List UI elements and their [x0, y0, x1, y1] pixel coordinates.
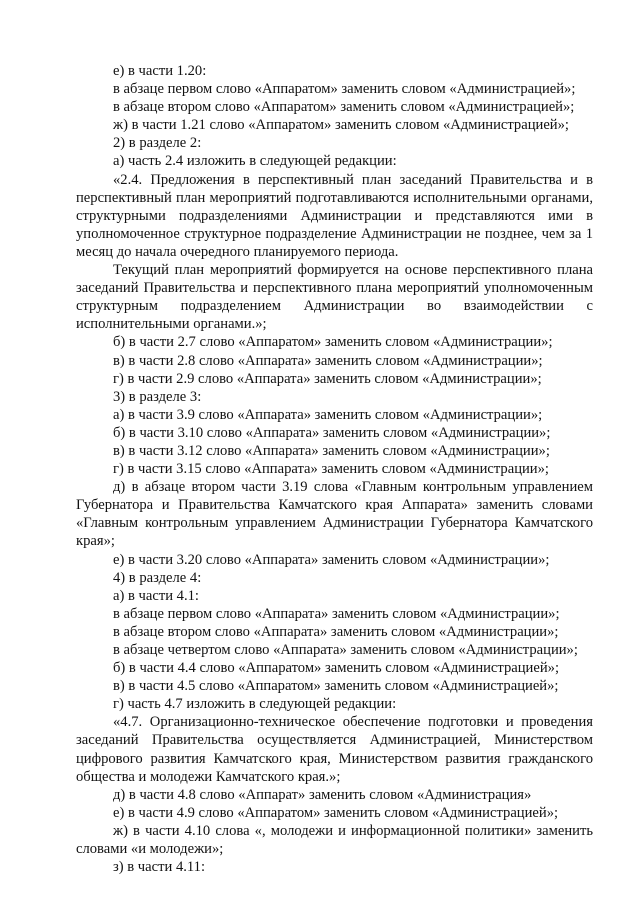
- paragraph-2-7: б) в части 2.7 слово «Аппаратом» заменить словом «Администрации»;: [113, 334, 553, 351]
- paragraph-4-1-first: в абзаце первом слово «Аппарата» заменить словом «Администрации»;: [113, 605, 560, 622]
- paragraph-2-8: в) в части 2.8 слово «Аппарата» заменить словом «Администрации»;: [113, 352, 543, 369]
- paragraph-section-4: 4) в разделе 4:: [113, 569, 202, 586]
- paragraph-4-1-fourth: в абзаце четвертом слово «Аппарата» заменить словом «Администрации»;: [113, 642, 578, 658]
- paragraph-4-1: а) в части 4.1:: [113, 587, 199, 604]
- paragraph-2-9: г) в части 2.9 слово «Аппарата» заменить словом «Администрации»;: [113, 370, 542, 387]
- paragraph-3-10: б) в части 3.10 слово «Аппарата» заменить словом «Администрации»;: [113, 424, 551, 441]
- paragraph-4-8: д) в части 4.8 слово «Аппарат» заменить словом «Администрация»: [113, 786, 532, 803]
- paragraph-section-2: 2) в разделе 2:: [113, 135, 202, 152]
- paragraph-3-20: е) в части 3.20 слово «Аппарата» заменить словом «Администрации»;: [113, 551, 550, 568]
- paragraph-4-11: з) в части 4.11:: [113, 859, 205, 876]
- paragraph-1-20-second: в абзаце втором слово «Аппаратом» заменить словом «Администрацией»;: [113, 99, 575, 116]
- paragraph-4-7-intro: г) часть 4.7 изложить в следующей редакции:: [113, 696, 397, 713]
- paragraph-4-10: ж) в части 4.10 слова «, молодежи и информационной политики» заменить словами «и молодежи»;: [76, 822, 593, 858]
- paragraph-2-4-intro: а) часть 2.4 изложить в следующей редакции:: [113, 153, 397, 170]
- paragraph-1-20: е) в части 1.20:: [113, 63, 207, 79]
- paragraph-4-1-second: в абзаце втором слово «Аппарата» заменить словом «Администрации»;: [113, 623, 559, 640]
- paragraph-4-9: е) в части 4.9 слово «Аппаратом» заменить словом «Администрацией»;: [113, 804, 559, 821]
- paragraph-section-3: 3) в разделе 3:: [113, 388, 202, 405]
- paragraph-4-4: б) в части 4.4 слово «Аппаратом» заменить словом «Администрацией»;: [113, 660, 559, 677]
- paragraph-3-12: в) в части 3.12 слово «Аппарата» заменить словом «Администрации»;: [113, 442, 550, 459]
- paragraph-4-7-text: «4.7. Организационно-техническое обеспечение подготовки и проведения заседаний Правительства осуществляется Администрацией, Министерством цифрового развития Камчатского края, Министерством развития гражданского общества и молодежи Камчатского края.»;: [76, 714, 593, 785]
- paragraph-1-21: ж) в части 1.21 слово «Аппаратом» заменить словом «Администрацией»;: [113, 117, 569, 134]
- paragraph-3-19: д) в абзаце втором части 3.19 слова «Главным контрольным управлением Губернатора и Правительства Камчатского края Аппарата» заменить словами «Главным контрольным управлением Администрации Губернатора Камчатского края»;: [76, 479, 593, 550]
- document-body: [76, 62, 593, 876]
- paragraph-1-20-first: в абзаце первом слово «Аппаратом» заменить словом «Администрацией»;: [113, 81, 576, 98]
- paragraph-3-15: г) в части 3.15 слово «Аппарата» заменить словом «Администрации»;: [113, 461, 549, 478]
- paragraph-4-5: в) в части 4.5 слово «Аппаратом» заменить словом «Администрацией»;: [113, 678, 559, 695]
- paragraph-2-4-text: «2.4. Предложения в перспективный план заседаний Правительства и в перспективный план мероприятий подготавливаются исполнительными органами, структурными подразделениями Администрации и представляются ими в уполномоченное структурное подразделение Администрации не позднее, чем за 1 месяц до начала очередного планируемого периода.: [76, 171, 593, 260]
- paragraph-3-9: а) в части 3.9 слово «Аппарата» заменить словом «Администрации»;: [113, 406, 543, 423]
- paragraph-current-plan: Текущий план мероприятий формируется на основе перспективного плана заседаний Правительства и перспективного плана мероприятий уполномоченным структурным подразделением Администрации во взаимодействии с исполнительными органами.»;: [76, 262, 593, 333]
